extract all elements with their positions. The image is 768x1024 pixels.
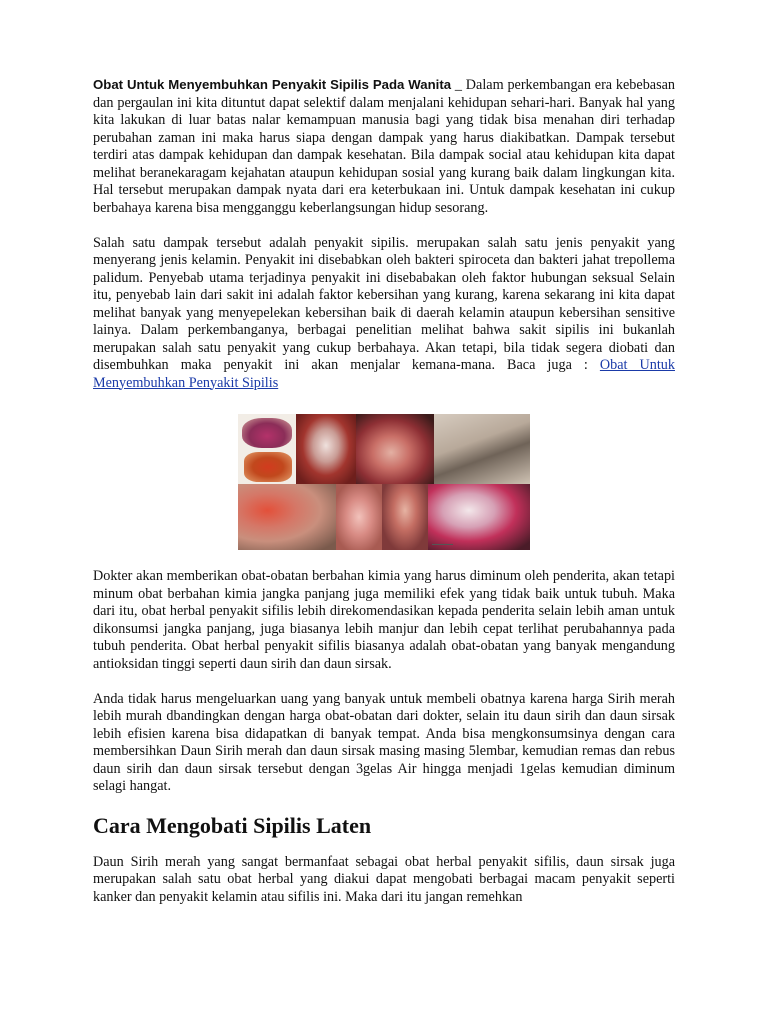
section-heading: Cara Mengobati Sipilis Laten [93,812,372,838]
paragraph-1-text: Dalam perkembangan era kebebasan dan pergaulan ini kita dituntut dapat selektif dalam menjalani kehidupan sehari-hari. Banyak hal yang kita lakukan di luar batas nalar kemampuan manusia bagi yang tidak bisa menahan diri terhadap perubahan zaman ini maka harus siapa dengan dampak yang harus diakibatkan. Dampak tersebut terdiri atas dampak kehidupan dan dampak kesehatan. Bila dampak social atau kehidupan kita dapat melihat beranekaragam kejahatan ataupun kehidupan sosial yang kurang baik dalam lingkungan kita. Hal tersebut merupakan dampak nyata dari era keterbukaan ini. Untuk dampak kesehatan ini cukup berbahaya karena bisa mengganggu keberlangsungan hidup sesorang. [93,77,675,216]
paragraph-2 [93,235,675,393]
article-lead-title: Obat Untuk Menyembuhkan Penyakit Sipilis Pada Wanita [93,77,452,92]
article-body [93,76,675,906]
figure-gap-top [93,392,675,414]
figure-gap-bottom [93,550,675,568]
heading-gap-bottom [93,839,675,854]
syphilis-photo-collage [238,414,530,550]
photo-3 [356,414,434,484]
photo-2 [296,414,356,484]
lead-separator: _ [451,77,466,93]
photo-4 [434,414,530,484]
paragraph-2-text: Salah satu dampak tersebut adalah penyakit sipilis. merupakan salah satu jenis penyakit yang menyerang jenis kelamin. Penyakit ini disebabkan oleh bakteri spiroceta dan bakteri jahat trepollema palidum. Penyebab utama terjadinya penyakit ini disebabakan oleh faktor hubungan seksual Selain itu, penyebab lain dari sakit ini adalah faktor kebersihan yang kurang, karena sekarang ini kita dapat melihat banyak yang menyepelekan kebersihan baik di daerah kelamin ataupun kebersihan sensitive lainya. Dalam perkembanganya, berbagai penelitian melihat bahwa sakit sipilis ini bukanlah merupakan salah satu penyakit yang cukup berbahaya. Akan tetapi, bila tidak segera diobati dan disembuhkan maka penyakit ini akan menjalar kemana-mana. Baca juga : [93,234,675,373]
paragraph-4: Anda tidak harus mengeluarkan uang yang banyak untuk membeli obatnya karena harga Sirih merah lebih murah dbandingkan dengan harga obat-obatan dari dokter, selain itu daun sirih dan daun sirsak lebih efisien karena bisa didapatkan di banyak tempat. Anda bisa mengkonsumsinya dengan cara membersihkan Daun Sirih merah dan daun sirsak masing masing 5lembar, kemudian remas dan rebus daun sirih dan daun sirsak tersebut dengan 3gelas Air hingga menjadi 1gelas kemudian diminum selagi hangat. [93,690,675,794]
paragraph-gap [93,673,675,691]
photo-caption-mark: ▬▬▬▬▬▬ [432,542,453,546]
photo-8 [428,484,530,550]
heading-gap-top [93,796,675,813]
related-article-link[interactable]: Obat Untuk Menyembuhkan Penyakit Sipilis [93,357,675,391]
photo-1 [238,414,296,484]
paragraph-3: Dokter akan memberikan obat-obatan berbahan kimia yang harus diminum oleh penderita, akan tetapi minum obat berbahan kimia jangka panjang juga memiliki efek yang tidak baik untuk tubuh. Maka dari itu, obat herbal penyakit sifilis lebih direkomendasikan kepada penderita selain lebih aman untuk dikonsumsi jangka panjang, juga biasanya lebih manjur dan lebih cepat terlihat perubahannya pada tubuh penderita. Obat herbal penyakit sifilis biasanya adalah obat-obatan yang banyak mengandung antioksidan tinggi seperti daun sirih dan daun sirsak. [93,568,675,672]
photo-6 [336,484,382,550]
photo-5 [238,484,336,550]
paragraph-5: Daun Sirih merah yang sangat bermanfaat sebagai obat herbal penyakit sifilis, daun sirsak juga merupakan salah satu obat herbal yang diakui dapat mengobati berbagai macam penyakit seperti kanker dan penyakit kelamin atau sifilis ini. Maka dari itu jangan remehkan [93,853,675,905]
paragraph-gap [93,217,675,235]
paragraph-intro [93,76,675,217]
photo-7 [382,484,428,550]
